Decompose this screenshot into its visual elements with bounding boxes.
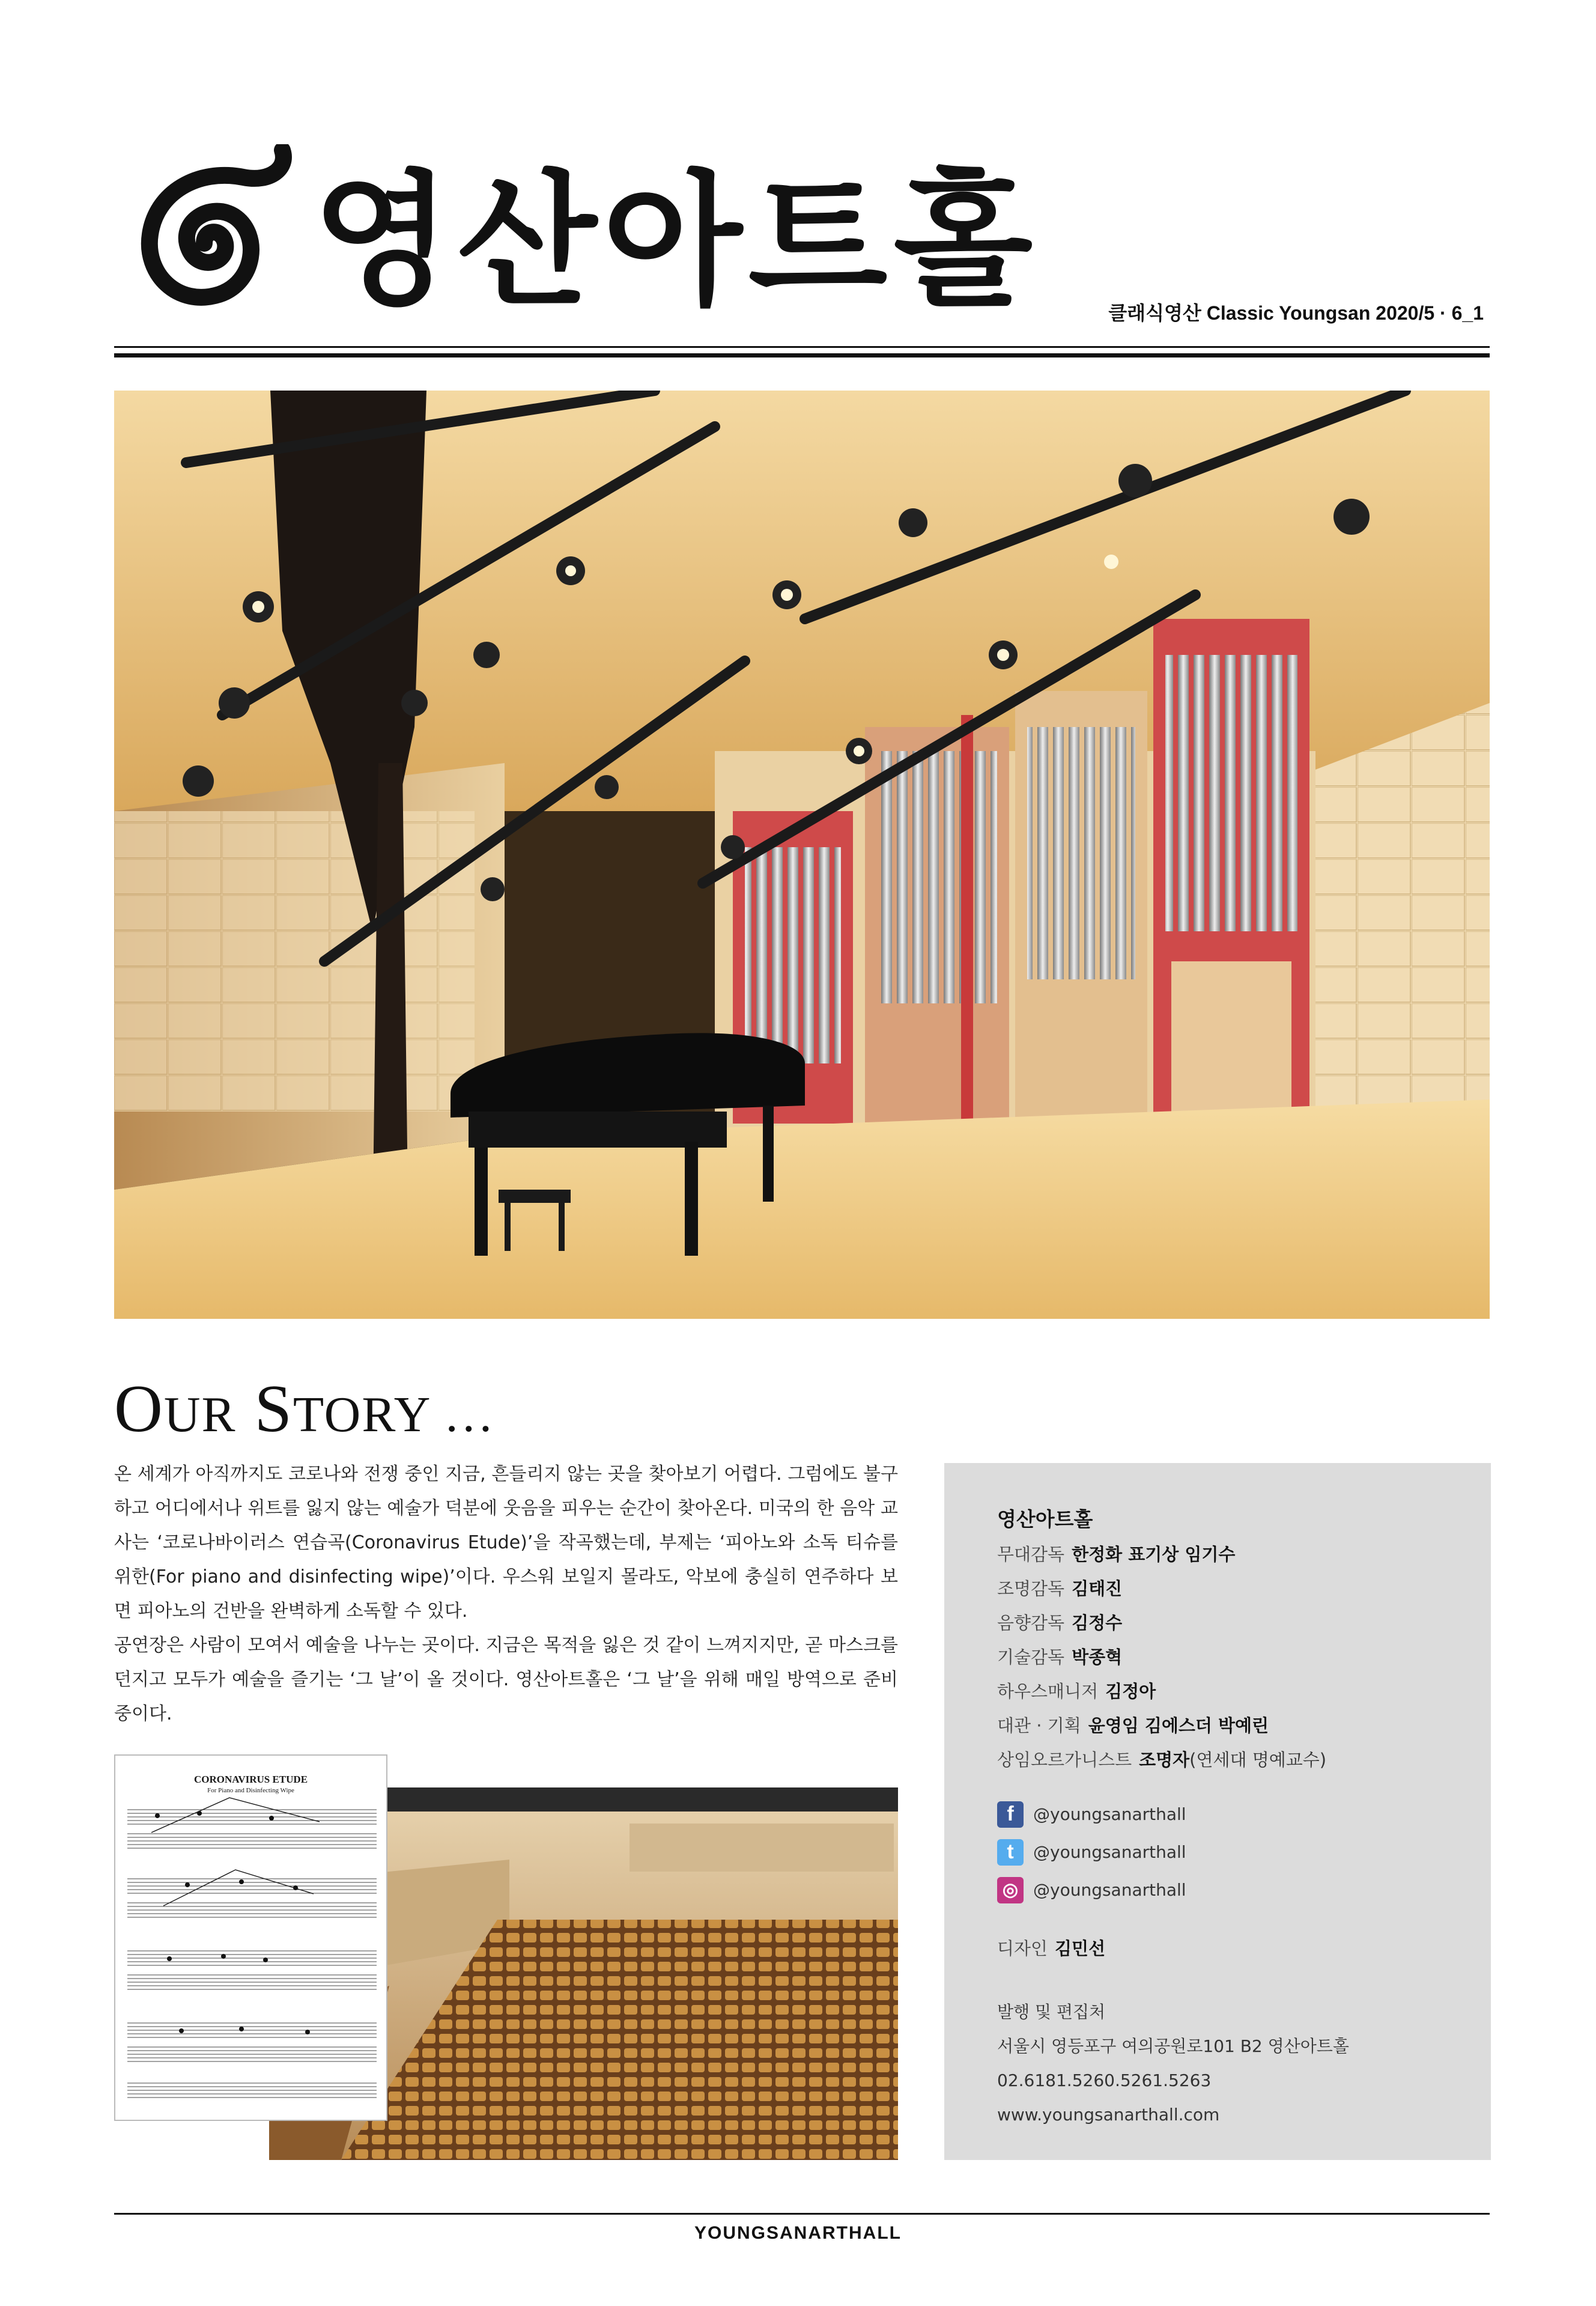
masthead-rule-thick xyxy=(114,353,1490,357)
credit-row-house-manager xyxy=(997,1675,1478,1709)
story-heading-tory: TORY xyxy=(293,1387,430,1443)
info-title: 영산아트홀 xyxy=(997,1507,1093,1531)
credit-role: 무대감독 xyxy=(997,1544,1065,1565)
twitter-icon[interactable]: t xyxy=(997,1839,1024,1866)
credit-row-lighting xyxy=(997,1572,1478,1606)
credit-names: 한정화 표기상 임기수 xyxy=(1072,1544,1236,1565)
social-row-instagram[interactable] xyxy=(997,1871,1478,1909)
story-body xyxy=(114,1457,898,1731)
credit-names: 김태진 xyxy=(1072,1578,1123,1599)
story-heading-initial-s: S xyxy=(254,1372,293,1446)
spiral-logo-icon xyxy=(114,144,300,336)
footer-text: YOUNGSANARTHALL xyxy=(694,2223,902,2243)
story-heading-ellipsis: … xyxy=(429,1387,496,1443)
designer-credit xyxy=(997,1932,1478,1966)
masthead xyxy=(114,144,1484,342)
publisher-label: 발행 및 편집처 xyxy=(997,2002,1106,2022)
masthead-rule-thin xyxy=(114,346,1490,348)
story-paragraph-2: 공연장은 사람이 모여서 예술을 나누는 곳이다. 지금은 목적을 잃은 것 같이 느껴지지만, 곧 마스크를 던지고 모두가 예술을 즐기는 ‘그 날’이 올 것이다. 영산아트홀은 ‘그 날’을 위해 매일 방역으로 준비 중이다. xyxy=(114,1635,898,1724)
social-row-facebook[interactable] xyxy=(997,1795,1478,1833)
sheet-music-subtitle: For Piano and Disinfecting Wipe xyxy=(207,1787,294,1794)
facebook-icon[interactable]: f xyxy=(997,1801,1024,1828)
credit-role: 상임오르가니스트 xyxy=(997,1750,1132,1770)
credit-role: 음향감독 xyxy=(997,1613,1065,1633)
instagram-icon[interactable]: ◎ xyxy=(997,1877,1024,1903)
story-heading-initial-o: O xyxy=(114,1372,164,1446)
credit-row-rental-planning xyxy=(997,1709,1478,1743)
sheet-music-title: CORONAVIRUS ETUDE xyxy=(193,1774,308,1785)
credit-names: 김정수 xyxy=(1072,1613,1123,1633)
credit-row-organist xyxy=(997,1743,1478,1777)
designer-name: 김민선 xyxy=(1055,1938,1106,1959)
story-heading-ur: UR xyxy=(163,1387,237,1443)
facebook-handle[interactable]: @youngsanarthall xyxy=(1033,1804,1186,1824)
publisher-phone: 02.6181.5260.5261.5263 xyxy=(997,2070,1212,2090)
credit-role: 대관 · 기획 xyxy=(997,1715,1081,1736)
sheet-music-image xyxy=(114,1754,387,2121)
credits-info-box xyxy=(944,1463,1491,2160)
credit-role: 기술감독 xyxy=(997,1647,1065,1667)
staff-lines-graphic xyxy=(115,1756,389,2122)
social-links xyxy=(997,1795,1478,1909)
publisher-website[interactable]: www.youngsanarthall.com xyxy=(997,2105,1220,2125)
twitter-handle[interactable]: @youngsanarthall xyxy=(1033,1842,1186,1862)
credit-names: 김정아 xyxy=(1105,1681,1156,1702)
designer-role: 디자인 xyxy=(997,1938,1048,1959)
hero-photo-concert-hall xyxy=(114,391,1490,1319)
story-heading xyxy=(114,1367,495,1457)
issue-line: 클래식영산 Classic Youngsan 2020/5 · 6_1 xyxy=(1108,302,1484,324)
masthead-title: 영산아트홀 xyxy=(312,156,1039,325)
credit-role: 조명감독 xyxy=(997,1578,1065,1599)
social-row-twitter[interactable] xyxy=(997,1833,1478,1871)
credit-note: (연세대 명예교수) xyxy=(1189,1750,1327,1770)
credit-row-stage xyxy=(997,1538,1478,1572)
footer-rule xyxy=(114,2213,1490,2215)
credit-names: 윤영임 김에스더 박예린 xyxy=(1088,1715,1269,1736)
story-paragraph-1: 온 세계가 아직까지도 코로나와 전쟁 중인 지금, 흔들리지 않는 곳을 찾아보기 어렵다. 그럼에도 불구하고 어디에서나 위트를 잃지 않는 예술가 덕분에 웃음을 피우는 순간이 찾아온다. 미국의 한 음악 교사는 ‘코로나바이러스 연습곡(Coronavirus Etude)’을 작곡했는데, 부제는 ‘피아노와 소독 티슈를 위한(For piano and disinfecting wipe)’이다. 우스워 보일지 몰라도, 악보에 충실히 연주하다 보면 피아노의 건반을 완벽하게 소독할 수 있다. xyxy=(114,1464,898,1622)
instagram-handle[interactable]: @youngsanarthall xyxy=(1033,1880,1186,1900)
credit-names: 박종혁 xyxy=(1072,1647,1123,1667)
credit-role: 하우스매니저 xyxy=(997,1681,1099,1702)
publisher-address: 서울시 영등포구 여의공원로101 B2 영산아트홀 xyxy=(997,2036,1349,2056)
credit-names: 조명자 xyxy=(1139,1750,1190,1770)
credit-row-sound xyxy=(997,1606,1478,1640)
publisher-info xyxy=(997,1995,1478,2132)
credit-row-technical xyxy=(997,1640,1478,1675)
